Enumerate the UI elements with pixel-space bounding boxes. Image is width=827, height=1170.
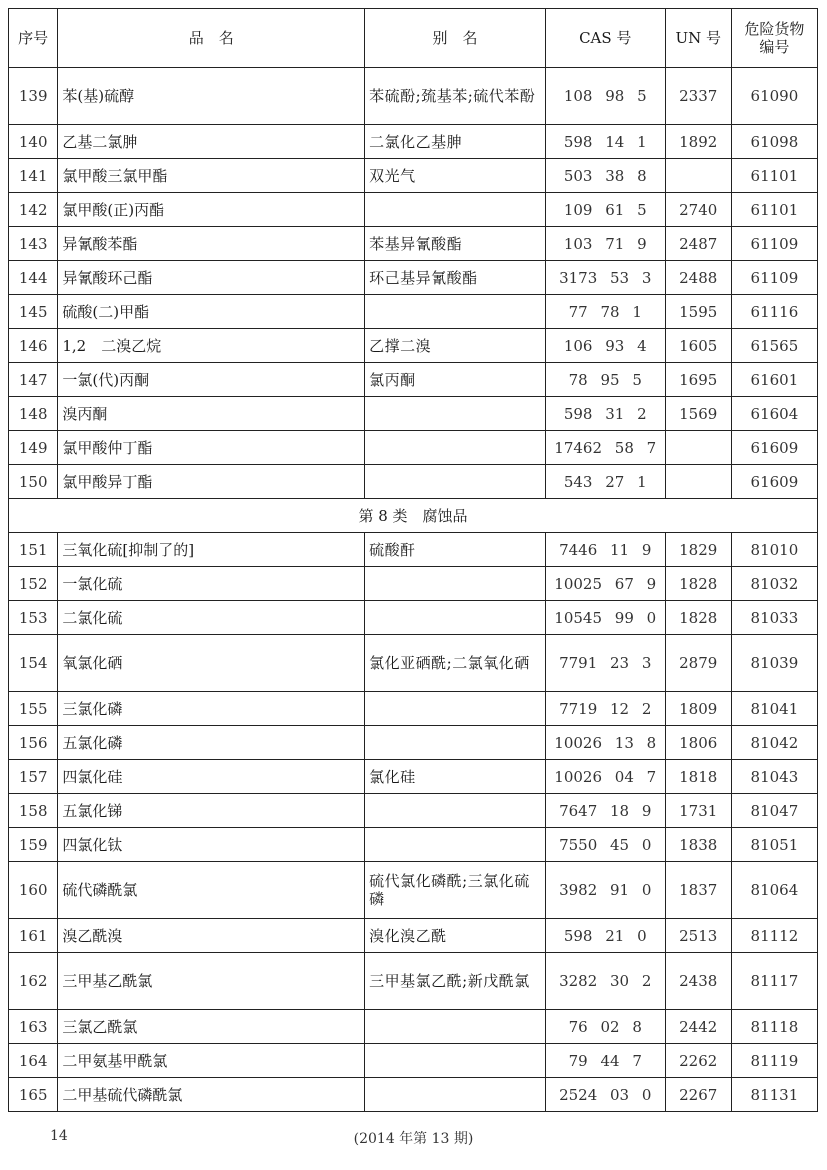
cell-alias: 苯基异氰酸酯	[365, 227, 546, 261]
table-row	[9, 295, 818, 329]
cell-name: 氯甲酸异丁酯	[58, 465, 365, 499]
cell-dg: 81042	[731, 726, 817, 760]
cell-no: 145	[9, 295, 58, 329]
cell-un: 1829	[665, 533, 731, 567]
cell-un: 1838	[665, 828, 731, 862]
cell-no: 156	[9, 726, 58, 760]
cell-name: 溴乙酰溴	[58, 919, 365, 953]
cell-un: 1892	[665, 125, 731, 159]
cell-dg: 61609	[731, 465, 817, 499]
cell-no: 165	[9, 1078, 58, 1112]
cell-cas: 7791 23 3	[545, 635, 665, 692]
cell-alias	[365, 193, 546, 227]
table-row	[9, 919, 818, 953]
cell-cas: 503 38 8	[545, 159, 665, 193]
cell-dg: 81131	[731, 1078, 817, 1112]
cell-name: 一氯化硫	[58, 567, 365, 601]
cell-alias: 硫酸酐	[365, 533, 546, 567]
table-row	[9, 726, 818, 760]
table-row	[9, 533, 818, 567]
cell-no: 153	[9, 601, 58, 635]
cell-dg: 81051	[731, 828, 817, 862]
cell-alias	[365, 1044, 546, 1078]
cell-alias	[365, 794, 546, 828]
cell-cas: 10545 99 0	[545, 601, 665, 635]
cell-alias	[365, 601, 546, 635]
table-row	[9, 953, 818, 1010]
header-no: 序号	[9, 9, 58, 68]
cell-cas: 103 71 9	[545, 227, 665, 261]
cell-cas: 78 95 5	[545, 363, 665, 397]
cell-dg: 61565	[731, 329, 817, 363]
table-row	[9, 465, 818, 499]
cell-alias	[365, 397, 546, 431]
cell-name: 四氯化钛	[58, 828, 365, 862]
cell-no: 164	[9, 1044, 58, 1078]
cell-dg: 61090	[731, 68, 817, 125]
cell-name: 异氰酸环己酯	[58, 261, 365, 295]
table-row	[9, 601, 818, 635]
cell-alias: 溴化溴乙酰	[365, 919, 546, 953]
cell-no: 163	[9, 1010, 58, 1044]
cell-un: 2513	[665, 919, 731, 953]
cell-un: 1828	[665, 601, 731, 635]
issue-label: (2014 年第 13 期)	[353, 1131, 474, 1147]
cell-cas: 3173 53 3	[545, 261, 665, 295]
cell-cas: 10026 04 7	[545, 760, 665, 794]
header-dg-line2: 编号	[759, 38, 790, 56]
cell-un: 1828	[665, 567, 731, 601]
header-alias: 别 名	[365, 9, 546, 68]
cell-no: 159	[9, 828, 58, 862]
table-header-row	[9, 9, 818, 68]
table-row	[9, 828, 818, 862]
cell-no: 146	[9, 329, 58, 363]
cell-dg: 61116	[731, 295, 817, 329]
table-row	[9, 692, 818, 726]
cell-un: 1818	[665, 760, 731, 794]
cell-name: 三氯乙酰氯	[58, 1010, 365, 1044]
cell-dg: 81119	[731, 1044, 817, 1078]
cell-un: 2487	[665, 227, 731, 261]
table-row	[9, 1044, 818, 1078]
page-footer	[0, 1128, 827, 1150]
cell-alias: 氯丙酮	[365, 363, 546, 397]
cell-alias	[365, 726, 546, 760]
cell-dg: 81117	[731, 953, 817, 1010]
cell-name: 溴丙酮	[58, 397, 365, 431]
cell-un: 2488	[665, 261, 731, 295]
cell-cas: 3982 91 0	[545, 862, 665, 919]
cell-dg: 81118	[731, 1010, 817, 1044]
cell-alias: 氯化硅	[365, 760, 546, 794]
table-row	[9, 159, 818, 193]
cell-name: 氯甲酸仲丁酯	[58, 431, 365, 465]
table-row	[9, 431, 818, 465]
cell-name: 1,2 二溴乙烷	[58, 329, 365, 363]
cell-no: 157	[9, 760, 58, 794]
cell-dg: 81064	[731, 862, 817, 919]
cell-name: 异氰酸苯酯	[58, 227, 365, 261]
cell-dg: 61109	[731, 261, 817, 295]
page-number: 14	[50, 1128, 68, 1144]
cell-cas: 2524 03 0	[545, 1078, 665, 1112]
cell-un: 1809	[665, 692, 731, 726]
table-row	[9, 329, 818, 363]
cell-cas: 7446 11 9	[545, 533, 665, 567]
cell-no: 152	[9, 567, 58, 601]
cell-un: 1569	[665, 397, 731, 431]
cell-name: 氯甲酸(正)丙酯	[58, 193, 365, 227]
cell-un: 2267	[665, 1078, 731, 1112]
cell-cas: 598 31 2	[545, 397, 665, 431]
table-row	[9, 862, 818, 919]
table-row	[9, 363, 818, 397]
cell-dg: 61101	[731, 159, 817, 193]
cell-alias	[365, 295, 546, 329]
cell-cas: 10025 67 9	[545, 567, 665, 601]
cell-alias	[365, 567, 546, 601]
cell-un	[665, 465, 731, 499]
cell-dg: 81010	[731, 533, 817, 567]
cell-alias	[365, 431, 546, 465]
cell-name: 五氯化磷	[58, 726, 365, 760]
category-row	[9, 499, 818, 533]
header-un: UN 号	[665, 9, 731, 68]
cell-un: 2740	[665, 193, 731, 227]
cell-alias	[365, 692, 546, 726]
cell-dg: 81039	[731, 635, 817, 692]
cell-cas: 3282 30 2	[545, 953, 665, 1010]
cell-dg: 81033	[731, 601, 817, 635]
cell-alias: 二氯化乙基胂	[365, 125, 546, 159]
cell-un: 1695	[665, 363, 731, 397]
cell-no: 147	[9, 363, 58, 397]
cell-no: 162	[9, 953, 58, 1010]
cell-name: 五氯化锑	[58, 794, 365, 828]
cell-cas: 7647 18 9	[545, 794, 665, 828]
cell-dg: 61601	[731, 363, 817, 397]
cell-cas: 106 93 4	[545, 329, 665, 363]
cell-alias: 苯硫酚;巯基苯;硫代苯酚	[365, 68, 546, 125]
cell-un: 1605	[665, 329, 731, 363]
cell-dg: 61604	[731, 397, 817, 431]
cell-dg: 81043	[731, 760, 817, 794]
cell-name: 硫代磷酰氯	[58, 862, 365, 919]
header-dg-line1: 危险货物	[744, 20, 805, 38]
cell-cas: 543 27 1	[545, 465, 665, 499]
cell-cas: 7550 45 0	[545, 828, 665, 862]
cell-name: 二甲氨基甲酰氯	[58, 1044, 365, 1078]
cell-no: 141	[9, 159, 58, 193]
cell-cas: 598 21 0	[545, 919, 665, 953]
cell-no: 151	[9, 533, 58, 567]
cell-dg: 61101	[731, 193, 817, 227]
cell-alias	[365, 828, 546, 862]
cell-no: 155	[9, 692, 58, 726]
cell-no: 143	[9, 227, 58, 261]
table-row	[9, 397, 818, 431]
cell-no: 154	[9, 635, 58, 692]
cell-un: 1837	[665, 862, 731, 919]
cell-un: 2337	[665, 68, 731, 125]
cell-cas: 77 78 1	[545, 295, 665, 329]
cell-dg: 81041	[731, 692, 817, 726]
cell-no: 161	[9, 919, 58, 953]
cell-cas: 7719 12 2	[545, 692, 665, 726]
cell-cas: 76 02 8	[545, 1010, 665, 1044]
cell-name: 苯(基)硫醇	[58, 68, 365, 125]
table-row	[9, 227, 818, 261]
table-row	[9, 567, 818, 601]
cell-name: 三氯化磷	[58, 692, 365, 726]
cell-no: 158	[9, 794, 58, 828]
cell-no: 148	[9, 397, 58, 431]
cell-alias	[365, 465, 546, 499]
cell-cas: 108 98 5	[545, 68, 665, 125]
cell-cas: 109 61 5	[545, 193, 665, 227]
cell-cas: 17462 58 7	[545, 431, 665, 465]
cell-un: 1595	[665, 295, 731, 329]
cell-cas: 10026 13 8	[545, 726, 665, 760]
cell-name: 三甲基乙酰氯	[58, 953, 365, 1010]
header-name: 品 名	[58, 9, 365, 68]
cell-dg: 81112	[731, 919, 817, 953]
cell-name: 氯甲酸三氯甲酯	[58, 159, 365, 193]
hazardous-goods-table	[8, 8, 818, 1112]
cell-name: 三氧化硫[抑制了的]	[58, 533, 365, 567]
cell-alias: 硫代氯化磷酰;三氯化硫磷	[365, 862, 546, 919]
cell-dg: 81047	[731, 794, 817, 828]
cell-name: 氧氯化硒	[58, 635, 365, 692]
cell-un: 2879	[665, 635, 731, 692]
cell-no: 142	[9, 193, 58, 227]
table-row	[9, 635, 818, 692]
cell-alias	[365, 1078, 546, 1112]
header-dg-number	[731, 9, 817, 68]
cell-un: 1731	[665, 794, 731, 828]
table-row	[9, 1078, 818, 1112]
cell-dg: 61609	[731, 431, 817, 465]
cell-alias: 氯化亚硒酰;二氯氧化硒	[365, 635, 546, 692]
cell-dg: 81032	[731, 567, 817, 601]
cell-un: 1806	[665, 726, 731, 760]
cell-un	[665, 159, 731, 193]
cell-un: 2262	[665, 1044, 731, 1078]
table-row	[9, 125, 818, 159]
cell-name: 乙基二氯胂	[58, 125, 365, 159]
cell-alias: 双光气	[365, 159, 546, 193]
cell-no: 150	[9, 465, 58, 499]
cell-name: 硫酸(二)甲酯	[58, 295, 365, 329]
cell-dg: 61109	[731, 227, 817, 261]
cell-alias: 三甲基氯乙酰;新戊酰氯	[365, 953, 546, 1010]
header-cas: CAS 号	[545, 9, 665, 68]
cell-name: 四氯化硅	[58, 760, 365, 794]
cell-alias	[365, 1010, 546, 1044]
cell-no: 139	[9, 68, 58, 125]
cell-name: 二甲基硫代磷酰氯	[58, 1078, 365, 1112]
table-row	[9, 1010, 818, 1044]
cell-name: 二氯化硫	[58, 601, 365, 635]
cell-alias: 环己基异氰酸酯	[365, 261, 546, 295]
cell-un	[665, 431, 731, 465]
cell-name: 一氯(代)丙酮	[58, 363, 365, 397]
table-row	[9, 794, 818, 828]
cell-un: 2438	[665, 953, 731, 1010]
cell-no: 160	[9, 862, 58, 919]
cell-un: 2442	[665, 1010, 731, 1044]
table-row	[9, 760, 818, 794]
category-label: 第 8 类 腐蚀品	[9, 499, 818, 533]
table-row	[9, 193, 818, 227]
table-row	[9, 68, 818, 125]
cell-cas: 79 44 7	[545, 1044, 665, 1078]
cell-alias: 乙撑二溴	[365, 329, 546, 363]
cell-no: 149	[9, 431, 58, 465]
table-row	[9, 261, 818, 295]
cell-no: 144	[9, 261, 58, 295]
cell-dg: 61098	[731, 125, 817, 159]
cell-no: 140	[9, 125, 58, 159]
cell-cas: 598 14 1	[545, 125, 665, 159]
